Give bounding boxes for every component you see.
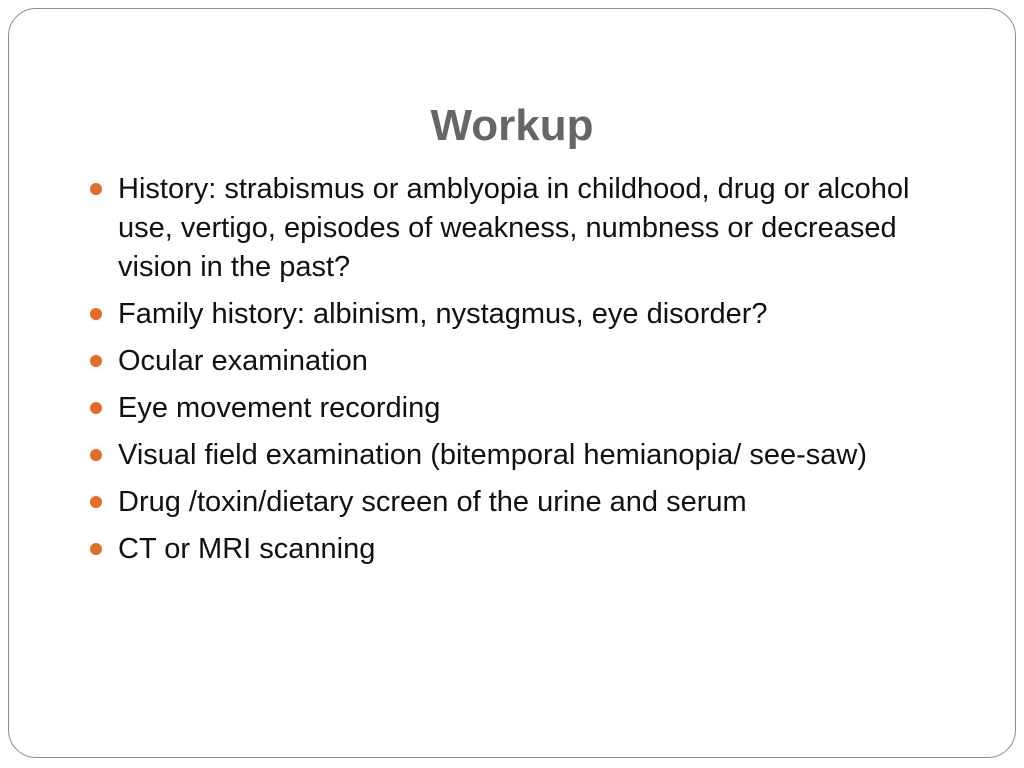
- bullet-item: [88, 389, 968, 428]
- round-bullet-icon: [90, 308, 102, 320]
- round-bullet-icon: [90, 402, 102, 414]
- bullet-text: History: strabismus or amblyopia in childhood, drug or alcohol use, vertigo, episodes of weakness, numbness or decreased vision in the past?: [118, 173, 910, 283]
- bullet-list: [88, 170, 968, 577]
- round-bullet-icon: [90, 449, 102, 461]
- round-bullet-icon: [90, 183, 102, 195]
- bullet-text: CT or MRI scanning: [118, 533, 376, 565]
- bullet-text: Ocular examination: [118, 345, 368, 377]
- round-bullet-icon: [90, 355, 102, 367]
- slide-title: Workup: [430, 101, 594, 150]
- bullet-text: Eye movement recording: [118, 392, 441, 424]
- bullet-item: [88, 170, 968, 287]
- bullet-item: [88, 436, 968, 475]
- bullet-text: Visual field examination (bitemporal hemianopia/ see-saw): [118, 439, 868, 471]
- round-bullet-icon: [90, 543, 102, 555]
- bullet-item: [88, 342, 968, 381]
- bullet-item: [88, 483, 968, 522]
- bullet-item: [88, 295, 968, 334]
- round-bullet-icon: [90, 496, 102, 508]
- bullet-item: [88, 530, 968, 569]
- bullet-text: Drug /toxin/dietary screen of the urine and serum: [118, 486, 747, 518]
- bullet-text: Family history: albinism, nystagmus, eye disorder?: [118, 298, 768, 330]
